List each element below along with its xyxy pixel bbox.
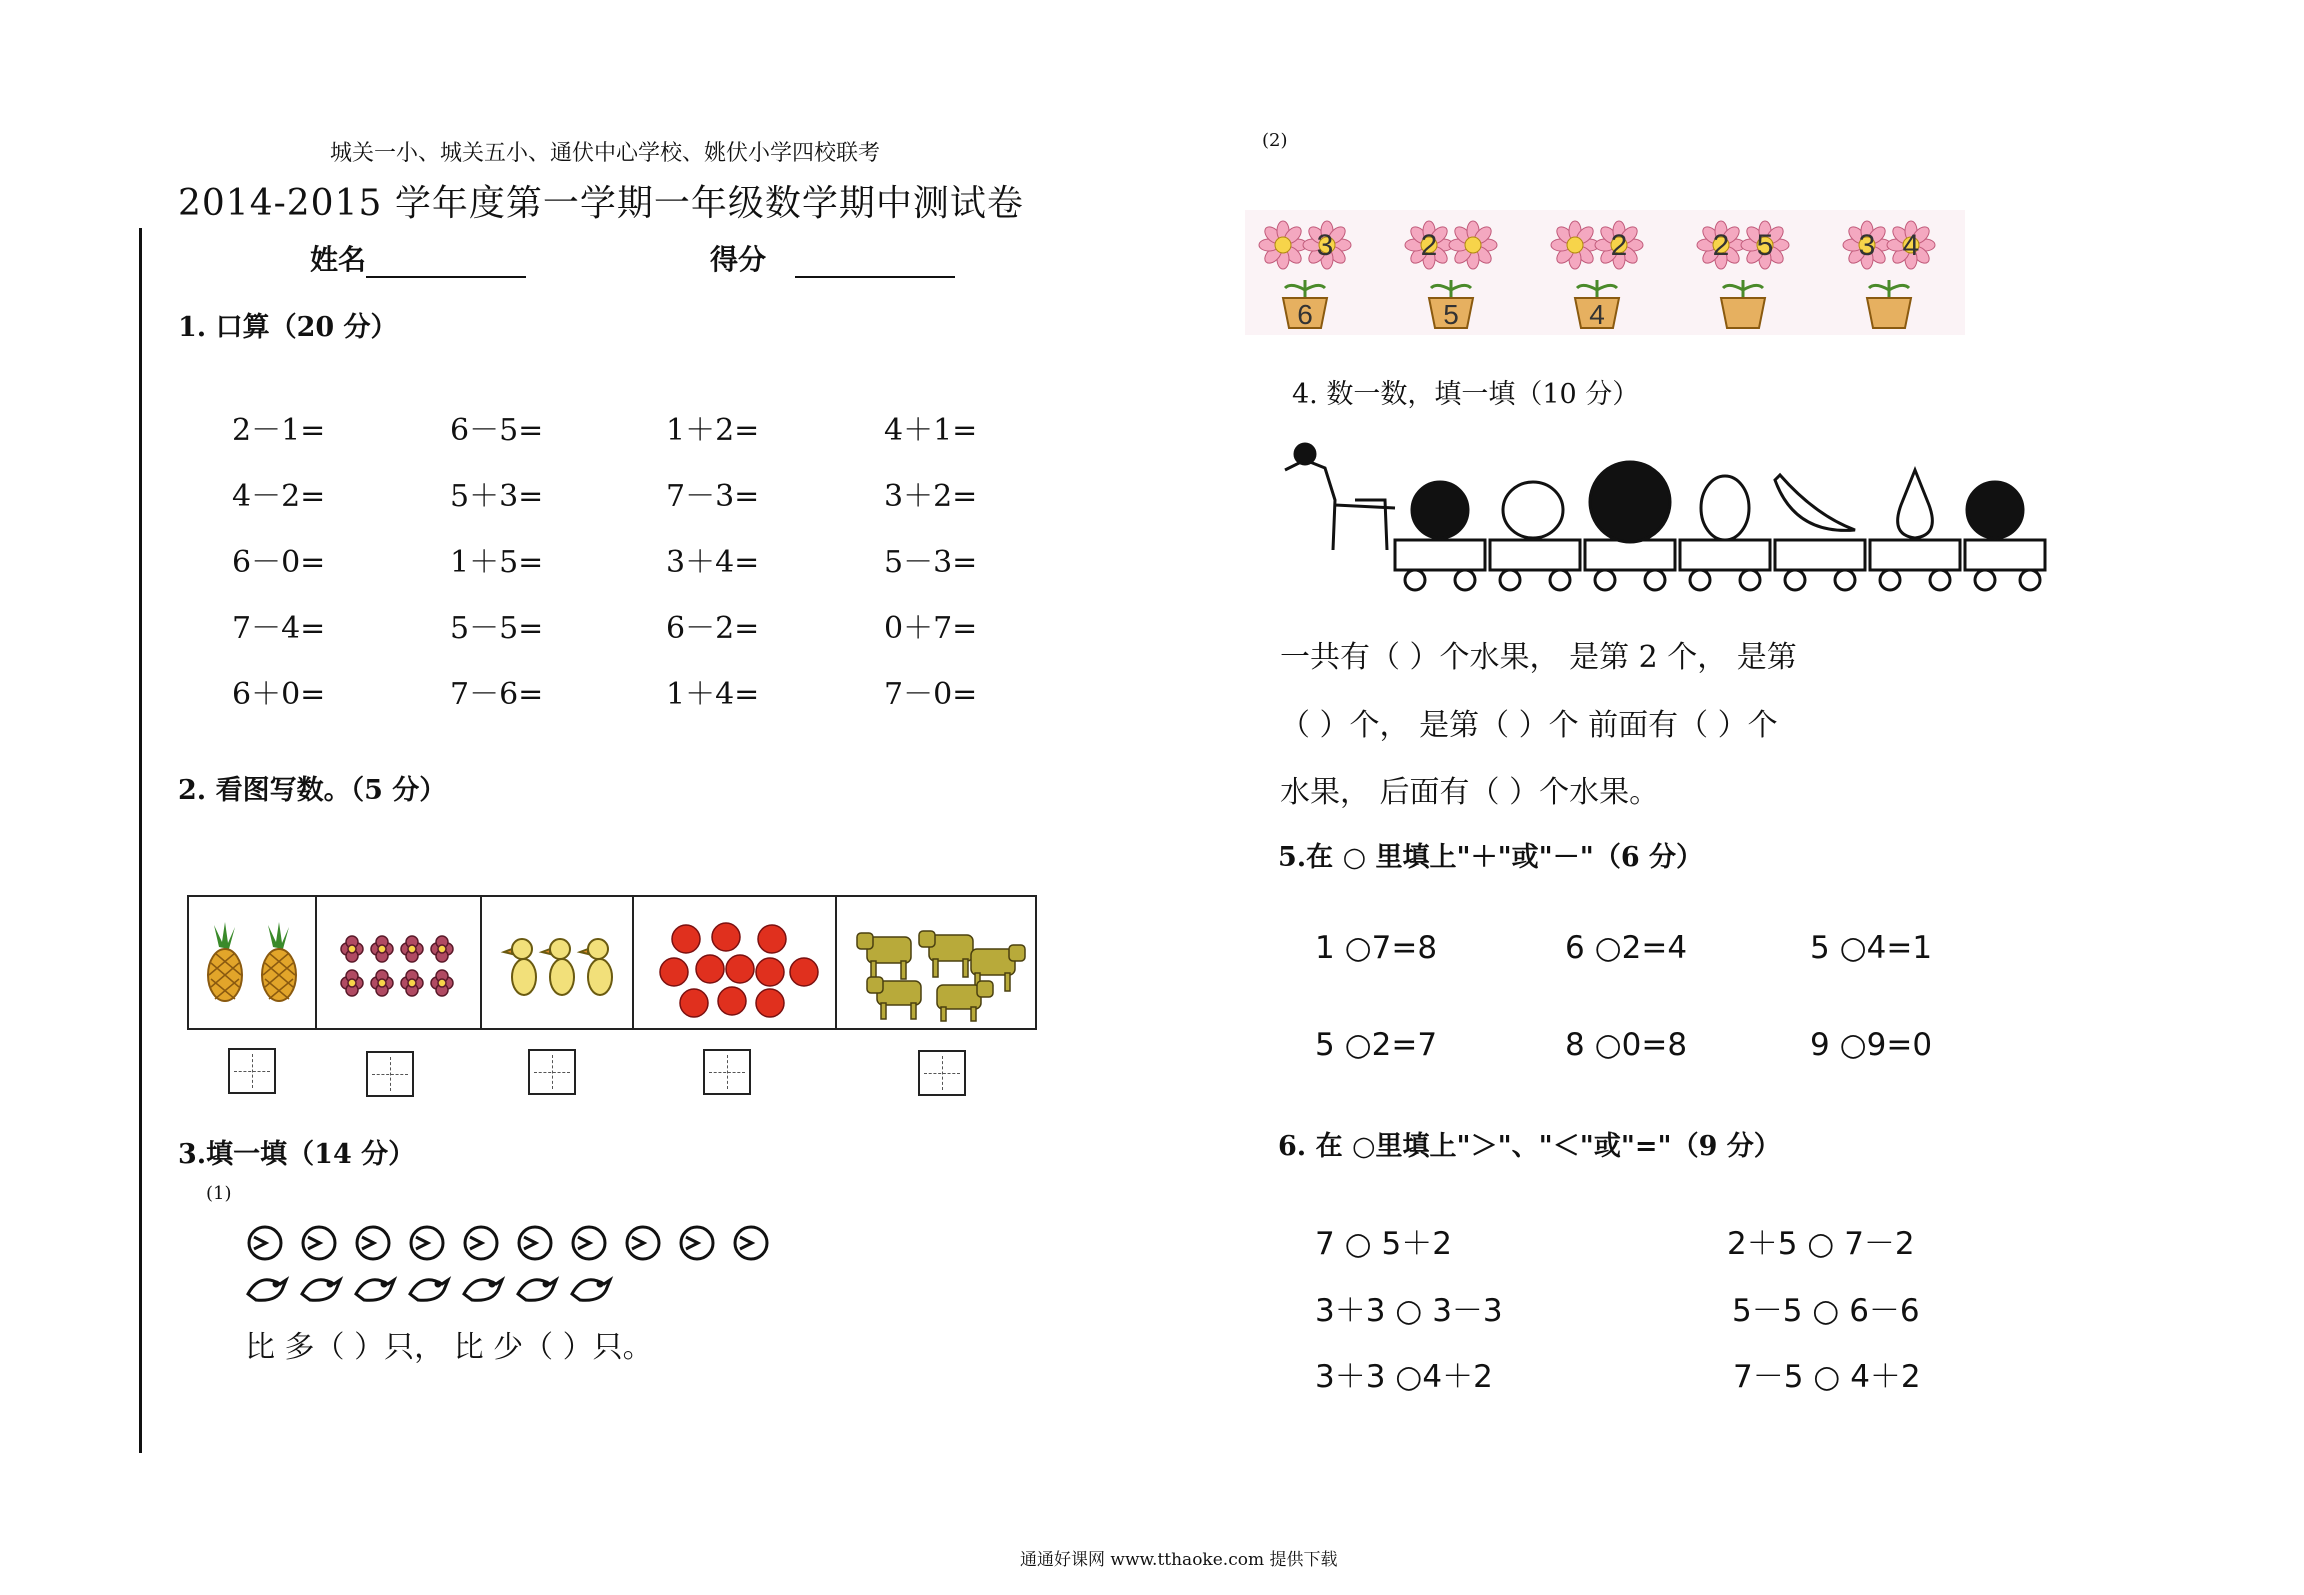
duck-icon (542, 939, 574, 995)
q5-equation: 5 ○4=1 (1810, 930, 1933, 966)
chick-icon (248, 1280, 286, 1301)
picture-table (187, 895, 1037, 1030)
chick-row (240, 1262, 640, 1312)
flower-icon (401, 936, 423, 962)
q1-cell: 6－5= (450, 413, 544, 448)
q5-equation: 8 ○0=8 (1565, 1027, 1688, 1063)
cow-icon (857, 933, 911, 979)
tomato-icon (756, 989, 784, 1017)
flower-icon (341, 936, 363, 962)
petal-number: 2 (1610, 229, 1628, 262)
q2-title: 2. 看图写数。（5 分） (178, 775, 447, 806)
rabbit-icon (303, 1227, 335, 1259)
tomato-icon (758, 925, 786, 953)
q1-cell: 1＋2= (666, 413, 760, 448)
q1-cell: 7－3= (666, 479, 760, 514)
q1-title: 1. 口算（20 分） (178, 312, 398, 343)
flower-icon (431, 970, 453, 996)
petal-number: 2 (1712, 229, 1730, 262)
peach-icon (1503, 482, 1563, 538)
flower-icon (371, 936, 393, 962)
name-field[interactable] (310, 238, 526, 278)
chick-icon (356, 1280, 394, 1301)
tomato-cell (634, 897, 837, 1028)
rabbit-icon (519, 1227, 551, 1259)
q1-cell: 5－5= (450, 611, 544, 646)
petal-number: 3 (1858, 229, 1876, 262)
q4-title: 4. 数一数，填一填（10 分） (1292, 379, 1640, 410)
name-blank[interactable] (366, 248, 526, 278)
q5-title: 5.在 ○ 里填上"＋"或"－"（6 分） (1278, 842, 1703, 873)
q1-cell: 5－3= (884, 545, 978, 580)
q1-cell: 3＋2= (884, 479, 978, 514)
q1-cell: 6－0= (232, 545, 326, 580)
watermelon-icon (1590, 462, 1670, 542)
chick-icon (410, 1280, 448, 1301)
flower-icon (401, 970, 423, 996)
duck-icon (504, 939, 536, 995)
q3-title: 3.填一填（14 分） (178, 1139, 416, 1170)
rabbit-icon (465, 1227, 497, 1259)
score-field[interactable] (710, 238, 955, 278)
banana-icon (1775, 475, 1855, 530)
chick-icon (464, 1280, 502, 1301)
chick-icon (302, 1280, 340, 1301)
answer-box[interactable] (366, 1051, 414, 1097)
petal-number: 4 (1902, 229, 1920, 262)
score-label: 得分 (710, 243, 767, 276)
tomato-icon (712, 923, 740, 951)
q5-equation: 5 ○2=7 (1315, 1027, 1438, 1063)
tomato-icon (696, 955, 724, 983)
rabbit-icon (357, 1227, 389, 1259)
fruit-train (1275, 430, 2055, 610)
number-flowers (1245, 210, 1965, 335)
rabbit-icon (627, 1227, 659, 1259)
q1-cell: 5＋3= (450, 479, 544, 514)
answer-box[interactable] (918, 1050, 966, 1096)
chick-icon (572, 1280, 610, 1301)
rabbit-icon (681, 1227, 713, 1259)
tomato-icon (672, 925, 700, 953)
pineapple-cell (189, 897, 317, 1028)
rabbit-icon (735, 1227, 767, 1259)
cow-icon (867, 977, 921, 1019)
flower-icon (431, 936, 453, 962)
donkey-icon (1285, 444, 1395, 550)
tomato-icon (660, 958, 688, 986)
cow-icon (937, 981, 993, 1021)
q1-cell: 7－6= (450, 677, 544, 712)
q1-cell: 6＋0= (232, 677, 326, 712)
strawberry-icon (1967, 482, 2023, 538)
q5-equation: 9 ○9=0 (1810, 1027, 1933, 1063)
score-blank[interactable] (795, 248, 955, 278)
q1-cell: 7－4= (232, 611, 326, 646)
q1-cell: 4－2= (232, 479, 326, 514)
q5-equation: 6 ○2=4 (1565, 930, 1688, 966)
q4-line-1: 一共有（ ）个水果， 是第 2 个， 是第 (1280, 640, 1797, 675)
pot-number: 4 (1589, 299, 1605, 330)
q6-title: 6. 在 ○里填上"＞"、"＜"或"="（9 分） (1278, 1131, 1781, 1162)
answer-box[interactable] (528, 1049, 576, 1095)
q1-cell: 2－1= (232, 413, 326, 448)
q1-cell: 3＋4= (666, 545, 760, 580)
q6-comparison: 7－5 ○ 4＋2 (1733, 1359, 1921, 1395)
petal-number: 2 (1420, 229, 1438, 262)
pot-number: 6 (1297, 299, 1313, 330)
q4-line-2: （ ）个， 是第（ ）个 前面有（ ）个 (1280, 708, 1778, 743)
footer-credit: 通通好课网 www.tthaoke.com 提供下载 (1020, 1550, 1338, 1570)
pineapple-icon (208, 922, 242, 1001)
pot-number: 5 (1443, 299, 1459, 330)
rabbit-icon (411, 1227, 443, 1259)
q1-cell: 1＋5= (450, 545, 544, 580)
pear-icon (1898, 470, 1933, 538)
q6-comparison: 3＋3 ○4＋2 (1315, 1359, 1493, 1395)
q6-comparison: 3＋3 ○ 3－3 (1315, 1293, 1503, 1329)
q6-comparison: 5－5 ○ 6－6 (1732, 1293, 1920, 1329)
q3-compare-text: 比 多（ ）只， 比 少（ ）只。 (245, 1330, 653, 1365)
flower-icon (371, 970, 393, 996)
q6-comparison: 7 ○ 5＋2 (1315, 1226, 1452, 1262)
q1-cell: 7－0= (884, 677, 978, 712)
q3-part1-label: (1) (206, 1183, 232, 1204)
page-title: 2014-2015 学年度第一学期一年级数学期中测试卷 (178, 183, 1024, 224)
flower-icon (341, 970, 363, 996)
q1-cell: 1＋4= (666, 677, 760, 712)
rabbit-icon (249, 1227, 281, 1259)
duck-icon (580, 939, 612, 995)
chick-icon (518, 1280, 556, 1301)
train-cars (1395, 540, 2045, 570)
cow-icon (919, 931, 973, 977)
answer-box[interactable] (228, 1048, 276, 1094)
q1-cell: 4＋1= (884, 413, 978, 448)
q3-part2-label: (2) (1262, 130, 1288, 151)
apple-icon (1412, 482, 1468, 538)
cow-cell (837, 897, 1035, 1028)
tomato-icon (726, 955, 754, 983)
q6-comparison: 2＋5 ○ 7－2 (1727, 1226, 1915, 1262)
answer-box[interactable] (703, 1049, 751, 1095)
flower-cell (317, 897, 482, 1028)
rabbit-icon (573, 1227, 605, 1259)
name-label: 姓名 (310, 243, 367, 276)
pineapple-icon (1701, 476, 1749, 540)
tomato-icon (718, 987, 746, 1015)
q3-compare-line (245, 1322, 653, 1366)
q4-line-3: 水果， 后面有（ ）个水果。 (1280, 775, 1660, 810)
q5-equation: 1 ○7=8 (1315, 930, 1438, 966)
q1-cell: 0＋7= (884, 611, 978, 646)
tomato-icon (756, 958, 784, 986)
margin-line (139, 228, 142, 1453)
tomato-icon (790, 958, 818, 986)
duck-cell (482, 897, 634, 1028)
school-names: 城关一小、城关五小、通伏中心学校、姚伏小学四校联考 (330, 141, 881, 166)
petal-number: 3 (1316, 229, 1334, 262)
petal-number: 5 (1756, 229, 1774, 262)
tomato-icon (680, 989, 708, 1017)
q1-cell: 6－2= (666, 611, 760, 646)
pineapple-icon (262, 922, 296, 1001)
